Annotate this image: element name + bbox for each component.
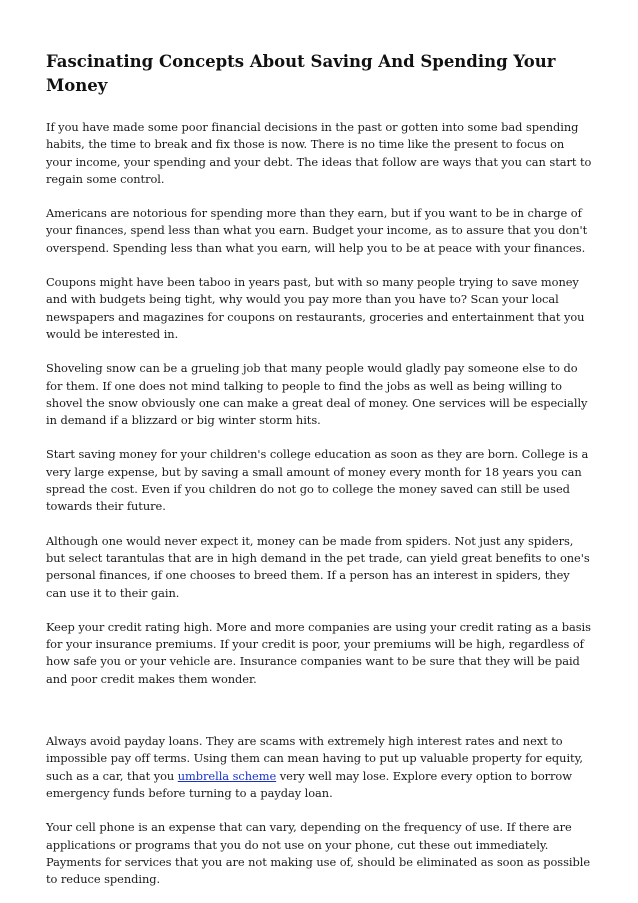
paragraph-spiders: Although one would never expect it, money can be made from spiders. Not just any spiders, but select tarantulas that are in high demand in the pet trade, can yield great benefits to one's personal finances, if one chooses to breed them. If a person has an interest in spiders, they can use it to their gain. bbox=[46, 533, 590, 600]
payday-text-before-link: Always avoid payday loans. They are scams with extremely high interest rates and next to impossible pay off terms. Using them can mean having to put up valuable property for equity, such as a car, that you bbox=[46, 734, 584, 783]
paragraph-coupons: Coupons might have been taboo in years past, but with so many people trying to save money and with budgets being tight, why would you pay more than you have to? Scan your local newspapers and magazines for coupons on restaurants, groceries and entertainment that you would be interested in. bbox=[46, 275, 585, 341]
paragraph-cell-phone: Your cell phone is an expense that can vary, depending on the frequency of use. If there are applications or programs that you do not use on your phone, cut these out immediately. Payments for services that you are not making use of, should be eliminated as soon as possible to reduce spending. bbox=[46, 820, 591, 887]
paragraph-spend-less: Americans are notorious for spending more than they earn, but if you want to be in charge of your finances, spend less than what you earn. Budget your income, as to assure that you don't overspend. Spending less than what you earn, will help you to be at peace with your finances. bbox=[46, 206, 588, 255]
page-title: Fascinating Concepts About Saving And Spending Your Money bbox=[46, 52, 556, 95]
payday-text-after-link: very well may lose. Explore every option to borrow emergency funds before turning to a payday loan. bbox=[46, 768, 572, 800]
umbrella-scheme-link[interactable]: umbrella scheme bbox=[177, 768, 277, 783]
paragraph-payday-loans bbox=[46, 733, 593, 802]
paragraph-intro: If you have made some poor financial decisions in the past or gotten into some bad spending habits, the time to break and fix those is now. There is no time like the present to focus on your income, your spending and your debt. The ideas that follow are ways that you can start to regain some control. bbox=[46, 120, 592, 186]
paragraph-shoveling-snow: Shoveling snow can be a grueling job that many people would gladly pay someone else to do for them. If one does not mind talking to people to find the jobs as well as being willing to shovel the snow obviously one can make a great deal of money. One services will be especially in demand if a blizzard or big winter storm hits. bbox=[46, 361, 588, 428]
paragraph-credit-rating: Keep your credit rating high. More and more companies are using your credit rating as a basis for your insurance premiums. If your credit is poor, your premiums will be high, regardless of how safe you or your vehicle are. Insurance companies want to be sure that they will be paid and poor credit makes them wonder. bbox=[46, 619, 591, 686]
paragraph-college-savings: Start saving money for your children's college education as soon as they are born. College is a very large expense, but by saving a small amount of money every month for 18 years you can spread the cost. Even if you children do not go to college the money saved can still be used towards their future. bbox=[46, 447, 589, 514]
